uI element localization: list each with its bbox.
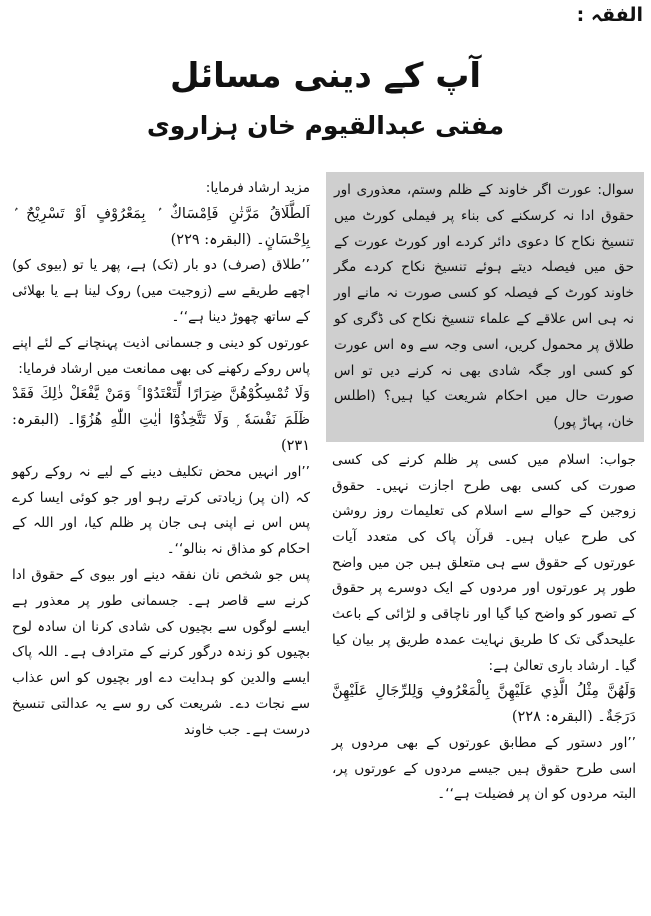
page-title: آپ کے دینی مسائل	[169, 56, 482, 96]
quran-verse-baqarah-229: اَلطَّلَاقُ مَرَّتٰنِ فَاِمْسَاكٌ ۢ بِمَعْرُوْفٍ اَوْ تَسْرِيْحٌ ۢ بِاِحْسَانٍ۔ (البقرہ: ۲۲۹)	[12, 205, 310, 248]
verse-translation: ’’اور انہیں محض تکلیف دینے کے لیے نہ روکے رکھو کہ (ان پر) زیادتی کرتے رہو اور جو کوئی ایسا کرے پس اس نے اپنی ہی جان پر ظلم کیا، اور اللہ کے احکام کو مذاق نہ بنالو‘‘۔	[12, 463, 310, 558]
answer-section	[326, 442, 644, 808]
paragraph-intro: مزید ارشاد فرمایا:	[205, 180, 310, 196]
section-label: الفقہ :	[576, 4, 643, 26]
answer-intro: جواب: اسلام میں کسی پر ظلم کرنے کی کسی صورت کی کسی بھی طرح اجازت نہیں۔ حقوق زوجین کے حوالے سے اسلام کی تعلیمات روز روشن کی طرح عیاں ہیں۔ قرآن پاک کی متعدد آیات عورتوں کے حقوق سے ہی متعلق ہیں جن میں واضح طور پر عورتوں اور مردوں کے ایک دوسرے پر حقوق کے تصور کو واضح کیا گیا اور ناچاقی و لڑائی کے باعث علیحدگی تک کا طریق نہایت عمدہ طریق پر بیان کیا گیا۔ ارشاد باری تعالیٰ ہے:	[332, 451, 636, 674]
author-name: مفتی عبدالقیوم خان ہزاروی	[146, 111, 505, 140]
question-box	[326, 172, 644, 442]
paragraph: پس جو شخص نان نفقہ دینے اور بیوی کے حقوق ادا کرنے سے قاصر ہے۔ جسمانی طور پر معذور ہے ایسے لوگوں سے بچیوں کی شادی کرنا ان سادہ لوح بچیوں کو زندہ درگور کرنے کے مترادف ہے۔ اللہ پاک ایسے والدین کو ہدایت دے اور بچیوں کو اس عذاب سے نجات دے۔ شریعت کی رو سے یہ عدالتی تنسیخ درست ہے۔ جب خاوند	[12, 566, 310, 738]
verse-translation: ’’اور دستور کے مطابق عورتوں کے بھی مردوں پر اسی طرح حقوق ہیں جیسے مردوں کے عورتوں پر، البتہ مردوں کو ان پر فضیلت ہے‘‘۔	[332, 734, 636, 803]
right-column	[326, 172, 644, 808]
paragraph: عورتوں کو دینی و جسمانی اذیت پہنچانے کے لئے اپنے پاس روکے رکھنے کی بھی ممانعت میں ارشاد فرمایا:	[12, 334, 310, 377]
verse-translation: ’’طلاق (صرف) دو بار (تک) ہے، پھر یا تو (بیوی کو) اچھے طریقے سے (زوجیت میں) روک لینا ہے یا بھلائی کے ساتھ چھوڑ دینا ہے‘‘۔	[12, 257, 310, 325]
left-column-text	[6, 172, 318, 744]
question-text: سوال: عورت اگر خاوند کے ظلم وستم، معذوری اور حقوق ادا نہ کرسکنے کی بناء پر فیملی کورٹ میں تنسیخ نکاح کا دعوی دائر کردے اور کورٹ عورت کے حق میں فیصلہ دیتے ہوئے تنسیخ نکاح کردے مگر خاوند کورٹ کے فیصلہ کو کسی صورت نہ مانے اور نہ ہی اس علاقے کے علماء تنسیخ نکاح کی ڈگری کو طلاق پر محمول کریں، اسی وجہ سے وہ اس عورت کو کسی اور جگہ شادی بھی نہ کرنے دیں تو اس صورت حال میں احکام شریعت کیا ہیں؟ (اطلس خان، پہاڑ پور)	[334, 182, 634, 431]
quran-verse-baqarah-228: وَلَهُنَّ مِثْلُ الَّذِي عَلَيْهِنَّ بِالْمَعْرُوفِ وَلِلرِّجَالِ عَلَيْهِنَّ دَرَجَةٌ۔ (البقرہ: ۲۲۸)	[332, 683, 636, 726]
quran-verse-baqarah-231: وَلَا تُمْسِكُوْهُنَّ ضِرَارًا لِّتَعْتَدُوْا ۚ وَمَنْ يَّفْعَلْ ذٰلِكَ فَقَدْ ظَلَمَ نَفْسَهٗ ۭ وَلَا تَتَّخِذُوْٓا اٰيٰتِ اللّٰهِ هُزُوًا۔ (البقرہ: ۲۳۱)	[12, 386, 310, 454]
left-column	[6, 172, 318, 744]
